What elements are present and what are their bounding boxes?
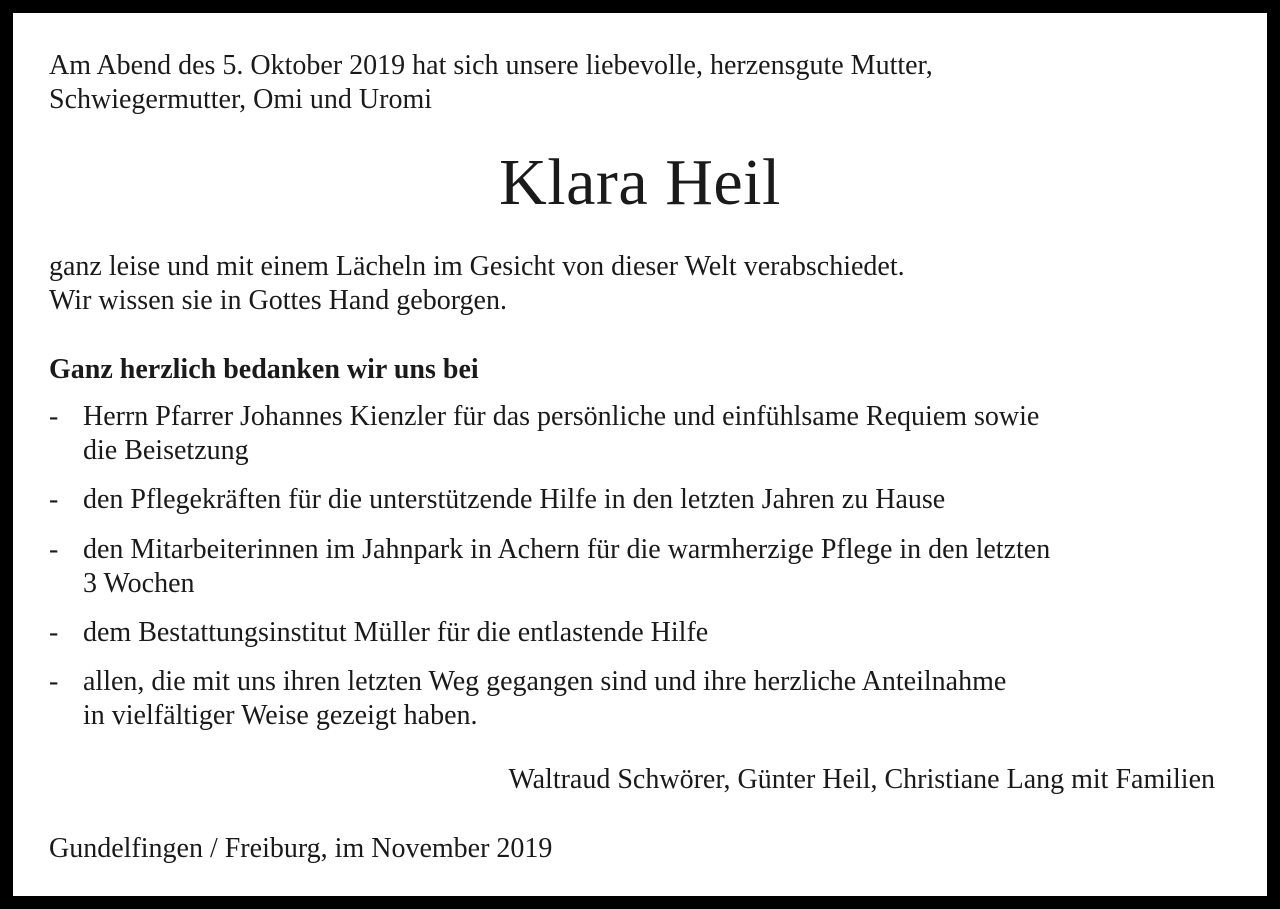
place-date: Gundelfingen / Freiburg, im November 2019 <box>49 833 553 864</box>
farewell-paragraph <box>49 250 905 318</box>
thanks-item-text <box>83 483 945 517</box>
bullet-dash: - <box>49 666 59 697</box>
thanks-item-line-1: den Mitarbeiterinnen im Jahnpark in Achern für die warmherzige Pflege in den letzten <box>83 534 1051 565</box>
farewell-line-2: Wir wissen sie in Gottes Hand geborgen. <box>49 285 507 316</box>
thanks-heading: Ganz herzlich bedanken wir uns bei <box>49 354 479 385</box>
thanks-item-text <box>83 533 1050 601</box>
thanks-item-line-2: die Beisetzung <box>83 435 249 466</box>
thanks-item-line-2: 3 Wochen <box>83 568 195 599</box>
bullet-dash: - <box>49 484 59 515</box>
farewell-line-1: ganz leise und mit einem Lächeln im Gesicht von dieser Welt verabschiedet. <box>49 251 905 282</box>
thanks-item-line-1: den Pflegekräften für die unterstützende Hilfe in den letzten Jahren zu Hause <box>83 484 946 515</box>
bullet-dash: - <box>49 401 59 432</box>
thanks-item-line-1: Herrn Pfarrer Johannes Kienzler für das persönliche und einfühlsame Requiem sowie <box>83 401 1040 432</box>
obituary-notice <box>13 13 1267 896</box>
intro-line-1: Am Abend des 5. Oktober 2019 hat sich unsere liebevolle, herzensgute Mutter, <box>49 50 933 81</box>
signature-families: Waltraud Schwörer, Günter Heil, Christiane Lang mit Familien <box>508 764 1215 795</box>
thanks-item-line-1: allen, die mit uns ihren letzten Weg gegangen sind und ihre herzliche Anteilnahme <box>83 666 1007 697</box>
intro-paragraph <box>49 49 933 117</box>
thanks-item-text <box>83 616 708 650</box>
thanks-item-line-1: dem Bestattungsinstitut Müller für die entlastende Hilfe <box>83 617 709 648</box>
intro-line-2: Schwiegermutter, Omi und Uromi <box>49 84 433 115</box>
thanks-item-text <box>83 400 1039 468</box>
thanks-item-text <box>83 665 1006 733</box>
thanks-item-line-2: in vielfältiger Weise gezeigt haben. <box>83 700 478 731</box>
bullet-dash: - <box>49 534 59 565</box>
bullet-dash: - <box>49 617 59 648</box>
deceased-name: Klara Heil <box>499 146 781 219</box>
